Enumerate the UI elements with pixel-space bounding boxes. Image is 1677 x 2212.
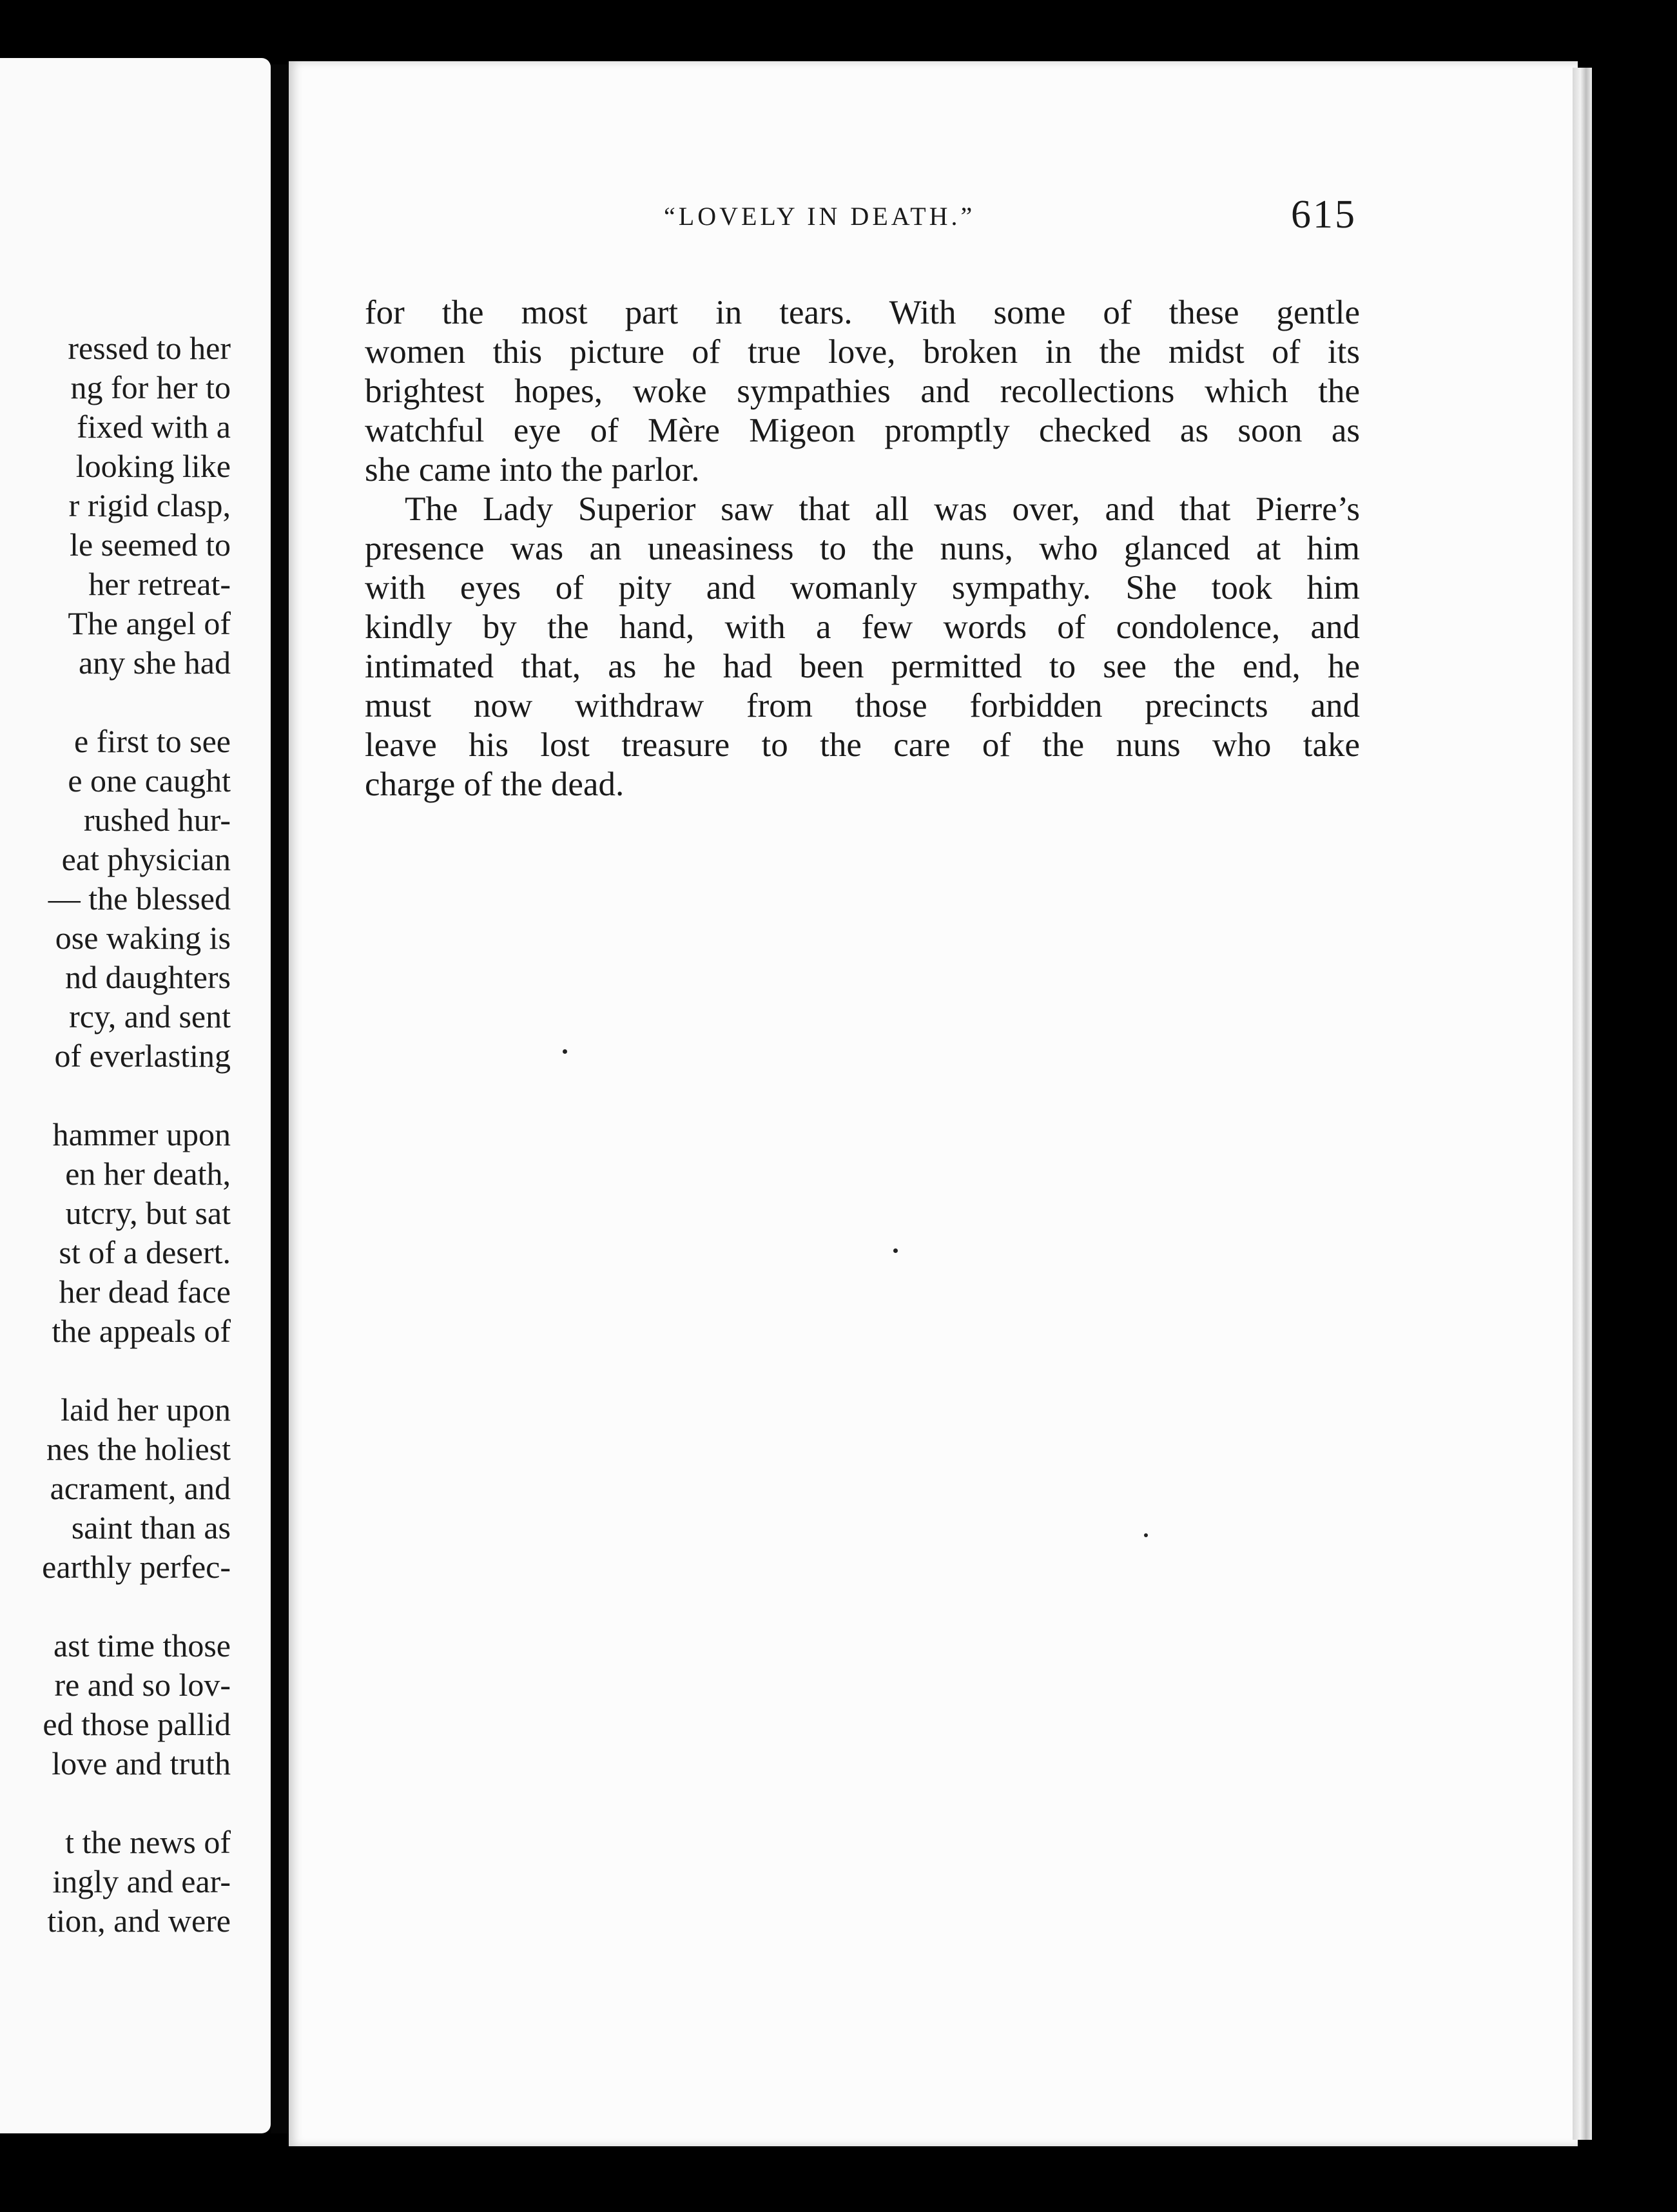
left-page-text: [0, 329, 231, 1941]
left-text-line: earthly perfec-: [42, 1549, 231, 1585]
left-text-line: saint than as: [71, 1509, 231, 1546]
left-text-line: tion, and were: [47, 1903, 231, 1939]
left-text-line: eat physician: [61, 841, 231, 877]
left-text-line: nes the holiest: [46, 1431, 231, 1467]
book-gutter: [271, 64, 289, 2133]
text-line: presence was an uneasiness to the nuns, who glanced at him: [365, 530, 1360, 567]
left-facing-page: [0, 58, 271, 2133]
line-gap: [0, 1783, 231, 1823]
text-line: kindly by the hand, with a few words of condolence, and: [365, 608, 1360, 646]
line-gap: [0, 1587, 231, 1626]
text-line: with eyes of pity and womanly sympathy. She took him: [365, 569, 1360, 606]
left-text-line: ressed to her: [68, 330, 231, 366]
left-text-line: en her death,: [65, 1156, 231, 1192]
body-text: [365, 293, 1360, 804]
left-text-line: e one caught: [68, 762, 231, 799]
left-text-line: rcy, and sent: [69, 998, 231, 1034]
left-text-line: e first to see: [74, 723, 231, 759]
left-text-line: laid her upon: [61, 1392, 231, 1428]
running-head: “LOVELY IN DEATH.”: [664, 202, 976, 231]
page-edge: [1573, 68, 1592, 2140]
paragraph-1: [365, 293, 1360, 490]
left-text-line: — the blessed: [48, 880, 231, 917]
left-text-line: rushed hur-: [83, 802, 231, 838]
left-text-line: fixed with a: [77, 409, 231, 445]
left-text-line: of everlasting: [54, 1038, 231, 1074]
line-gap: [0, 1076, 231, 1115]
left-text-line: ed those pallid: [43, 1706, 231, 1742]
text-line: she came into the parlor.: [365, 451, 700, 489]
text-line: The Lady Superior saw that all was over, and that Pierre’s: [405, 490, 1360, 528]
text-line: intimated that, as he had been permitted to see the end, he: [365, 648, 1360, 685]
left-text-line: acrament, and: [50, 1470, 231, 1506]
scan-speck: [893, 1248, 898, 1253]
left-text-line: looking like: [75, 448, 231, 484]
left-text-line: hammer upon: [52, 1116, 231, 1152]
left-text-line: ingly and ear-: [52, 1863, 231, 1899]
left-text-line: ast time those: [53, 1627, 231, 1664]
left-text-line: ose waking is: [55, 920, 231, 956]
line-gap: [0, 683, 231, 722]
text-line: brightest hopes, woke sympathies and recollections which the: [365, 373, 1360, 410]
left-text-line: utcry, but sat: [65, 1195, 231, 1231]
left-text-line: her dead face: [59, 1274, 231, 1310]
left-text-line: re and so lov-: [54, 1667, 231, 1703]
text-line: watchful eye of Mère Migeon promptly checked as soon as: [365, 412, 1360, 449]
scan-speck: [563, 1049, 567, 1054]
text-line: charge of the dead.: [365, 766, 625, 803]
left-text-line: ng for her to: [70, 369, 231, 405]
left-text-line: r rigid clasp,: [68, 487, 231, 523]
page-number: 615: [1291, 193, 1357, 237]
line-gap: [0, 1351, 231, 1390]
text-line: must now withdraw from those forbidden precincts and: [365, 687, 1360, 724]
left-text-line: The angel of: [68, 605, 231, 641]
text-line: leave his lost treasure to the care of the nuns who take: [365, 726, 1360, 764]
left-text-line: le seemed to: [70, 527, 231, 563]
text-line: women this picture of true love, broken in the midst of its: [365, 333, 1360, 371]
left-text-line: the appeals of: [52, 1313, 231, 1349]
left-text-line: any she had: [78, 645, 231, 681]
text-line: for the most part in tears. With some of these gentle: [365, 294, 1360, 331]
paragraph-2: [365, 490, 1360, 804]
left-text-line: her retreat-: [88, 566, 231, 602]
left-text-line: nd daughters: [65, 959, 231, 995]
left-text-line: st of a desert.: [59, 1234, 231, 1270]
left-text-line: t the news of: [65, 1824, 231, 1860]
scan-speck: [1144, 1533, 1148, 1537]
left-text-line: love and truth: [52, 1745, 231, 1781]
